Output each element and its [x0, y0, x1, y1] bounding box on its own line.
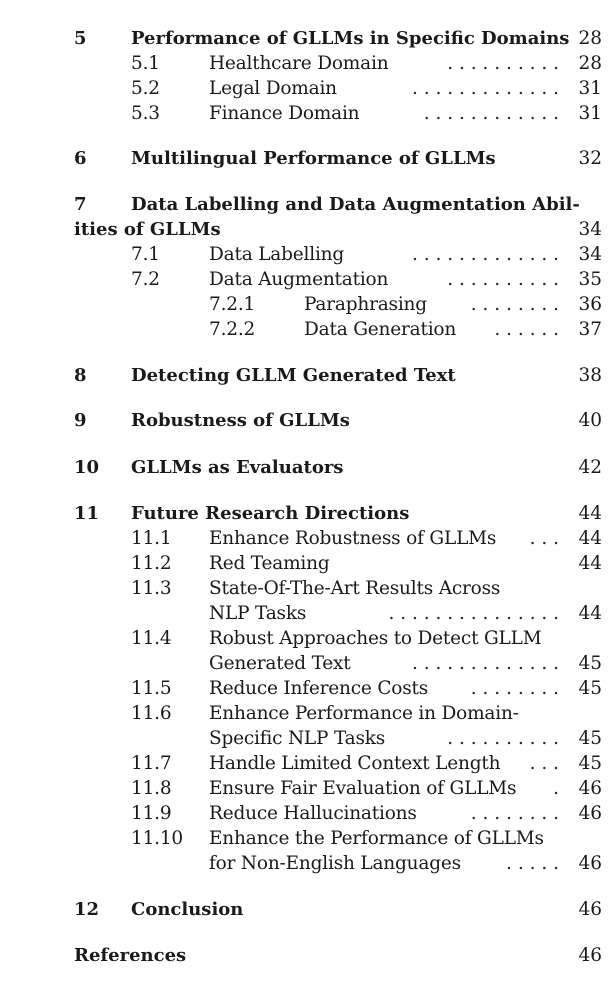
toc-leader: . . . . .	[506, 853, 559, 874]
toc-num-11-2: 11.2	[131, 553, 172, 574]
toc-page-5-1: 28	[578, 53, 602, 74]
toc-page-7-2-2: 37	[578, 319, 602, 340]
toc-title-7-2-1[interactable]: Paraphrasing	[304, 294, 427, 315]
toc-page-11-9: 46	[578, 803, 602, 824]
toc-page-7-1: 34	[578, 244, 602, 265]
toc-num-8: 8	[74, 365, 87, 386]
toc-num-11-1: 11.1	[131, 528, 172, 549]
toc-num-11-9: 11.9	[131, 803, 172, 824]
toc-num-11-10: 11.10	[131, 828, 183, 849]
toc-num-11-7: 11.7	[131, 753, 172, 774]
toc-title-11-6-line2[interactable]: Specific NLP Tasks	[209, 728, 386, 749]
toc-title-7-1[interactable]: Data Labelling	[209, 244, 345, 265]
toc-leader: . . . . . .	[494, 319, 559, 340]
toc-num-12: 12	[74, 899, 100, 920]
toc-page-7-2-1: 36	[578, 294, 602, 315]
toc-page-11-4: 45	[578, 653, 602, 674]
toc-page-12: 46	[578, 899, 602, 920]
toc-num-11-5: 11.5	[131, 678, 172, 699]
toc-title-11-4-line2[interactable]: Generated Text	[209, 653, 351, 674]
toc-title-11-8[interactable]: Ensure Fair Evaluation of GLLMs	[209, 778, 517, 799]
toc-title-5-2[interactable]: Legal Domain	[209, 78, 337, 99]
toc-num-5-1: 5.1	[131, 53, 160, 74]
toc-num-5-2: 5.2	[131, 78, 160, 99]
toc-page-5-2: 31	[578, 78, 602, 99]
toc-page-11-10: 46	[578, 853, 602, 874]
toc-page-11-3: 44	[578, 603, 602, 624]
toc-num-9: 9	[74, 410, 87, 431]
toc-title-5-3[interactable]: Finance Domain	[209, 103, 360, 124]
toc-title-11-4-line1[interactable]: Robust Approaches to Detect GLLM	[209, 628, 542, 649]
toc-title-11-10-line2[interactable]: for Non-English Languages	[209, 853, 461, 874]
toc-leader: . . . . . . . . . . . . . . .	[388, 603, 559, 624]
toc-title-11-1[interactable]: Enhance Robustness of GLLMs	[209, 528, 497, 549]
toc-leader: . . . . . . . . . . . . .	[411, 244, 559, 265]
toc-leader: . . . . . . . . . .	[447, 53, 559, 74]
toc-leader: . . .	[529, 528, 559, 549]
toc-num-7-2-2: 7.2.2	[209, 319, 256, 340]
toc-page-11-5: 45	[578, 678, 602, 699]
toc-page-10: 42	[578, 457, 602, 478]
toc-leader: .	[553, 778, 559, 799]
toc-num-7-1: 7.1	[131, 244, 160, 265]
toc-page-11-6: 45	[578, 728, 602, 749]
toc-leader: . . .	[529, 753, 559, 774]
toc-leader: . . . . . . . . . .	[447, 728, 559, 749]
toc-page-8: 38	[578, 365, 602, 386]
toc-page-references: 46	[578, 945, 602, 966]
toc-page-6: 32	[578, 148, 602, 169]
toc-num-7-2: 7.2	[131, 269, 160, 290]
toc-title-11-3-line2[interactable]: NLP Tasks	[209, 603, 307, 624]
toc-title-6[interactable]: Multilingual Performance of GLLMs	[131, 148, 496, 169]
toc-num-10: 10	[74, 457, 100, 478]
toc-num-5: 5	[74, 28, 87, 49]
toc-leader: . . . . . . . .	[470, 803, 559, 824]
toc-title-11[interactable]: Future Research Directions	[131, 503, 410, 524]
toc-title-11-3-line1[interactable]: State-Of-The-Art Results Across	[209, 578, 501, 599]
toc-title-12[interactable]: Conclusion	[131, 899, 244, 920]
toc-leader: . . . . . . . . . . . . .	[411, 653, 559, 674]
toc-page-5: 28	[578, 28, 602, 49]
toc-leader: . . . . . . . . . .	[447, 269, 559, 290]
toc-num-7-2-1: 7.2.1	[209, 294, 256, 315]
toc-title-11-5[interactable]: Reduce Inference Costs	[209, 678, 429, 699]
toc-title-10[interactable]: GLLMs as Evaluators	[131, 457, 344, 478]
toc-leader: . . . . . . . . . . . . .	[411, 78, 559, 99]
toc-title-7-2[interactable]: Data Augmentation	[209, 269, 389, 290]
toc-num-6: 6	[74, 148, 87, 169]
toc-title-8[interactable]: Detecting GLLM Generated Text	[131, 365, 456, 386]
toc-num-5-3: 5.3	[131, 103, 160, 124]
toc-leader: . . . . . . . .	[470, 678, 559, 699]
toc-title-7-2-2[interactable]: Data Generation	[304, 319, 457, 340]
toc-title-11-7[interactable]: Handle Limited Context Length	[209, 753, 501, 774]
toc-page-11: 44	[578, 503, 602, 524]
toc-num-11-8: 11.8	[131, 778, 172, 799]
toc-title-5-1[interactable]: Healthcare Domain	[209, 53, 389, 74]
toc-num-11-6: 11.6	[131, 703, 172, 724]
toc-title-9[interactable]: Robustness of GLLMs	[131, 410, 350, 431]
toc-page-11-1: 44	[578, 528, 602, 549]
toc-num-7: 7	[74, 194, 87, 215]
toc-page-11-2: 44	[578, 553, 602, 574]
toc-leader: . . . . . . . .	[470, 294, 559, 315]
toc-num-11-3: 11.3	[131, 578, 172, 599]
toc-page-11-7: 45	[578, 753, 602, 774]
toc-title-references[interactable]: References	[74, 945, 187, 966]
toc-title-11-9[interactable]: Reduce Hallucinations	[209, 803, 417, 824]
toc-title-7-line1[interactable]: Data Labelling and Data Augmentation Abil-	[131, 194, 580, 215]
toc-page-5-3: 31	[578, 103, 602, 124]
toc-page-7: 34	[578, 219, 602, 240]
toc-page-7-2: 35	[578, 269, 602, 290]
toc-page-11-8: 46	[578, 778, 602, 799]
toc-num-11-4: 11.4	[131, 628, 172, 649]
toc-page-9: 40	[578, 410, 602, 431]
toc-num-11: 11	[74, 503, 100, 524]
toc-title-11-2: Red Teaming	[209, 553, 330, 574]
toc-title-5[interactable]: Performance of GLLMs in Specific Domains	[131, 28, 570, 49]
toc-title-7-line2[interactable]: ities of GLLMs	[74, 219, 221, 240]
toc-title-11-10-line1[interactable]: Enhance the Performance of GLLMs	[209, 828, 544, 849]
toc-title-11-6-line1[interactable]: Enhance Performance in Domain-	[209, 703, 519, 724]
toc-leader: . . . . . . . . . . . .	[423, 103, 559, 124]
